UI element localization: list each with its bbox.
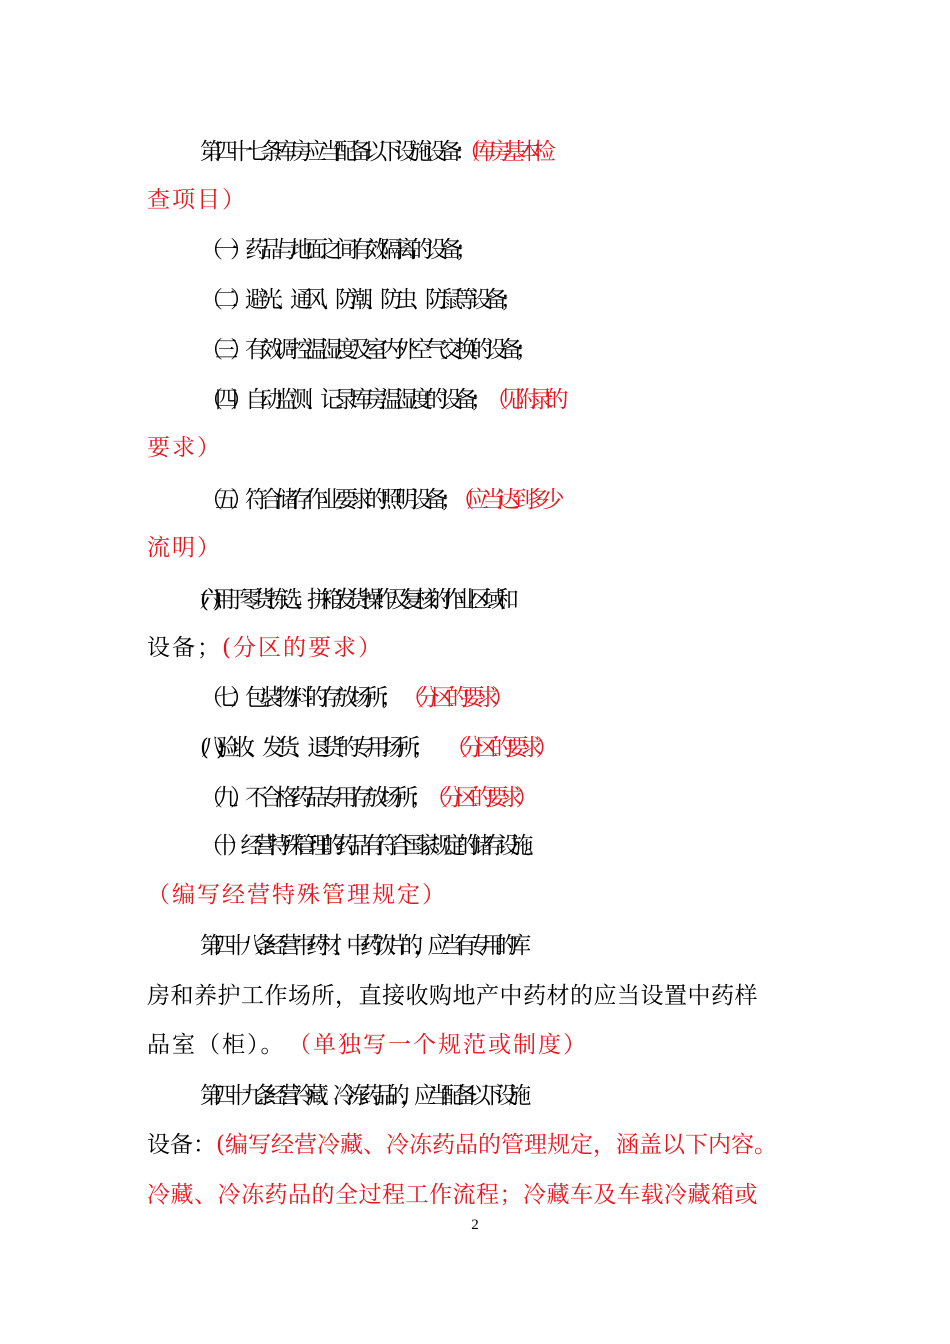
black-text: （七）包装物料的存放场所； xyxy=(200,685,395,711)
text-line xyxy=(200,137,860,167)
red-annotation: （应当达到多少 xyxy=(463,487,557,513)
text-line xyxy=(200,931,860,961)
black-text: 品室（柜）。 xyxy=(147,1032,286,1058)
text-line xyxy=(200,235,860,265)
text-line xyxy=(200,585,860,615)
text-line xyxy=(200,385,860,415)
text-line xyxy=(147,533,807,563)
text-line xyxy=(200,285,860,315)
black-text: 房和养护工作场所，直接收购地产中药材的应当设置中药样 xyxy=(147,983,758,1009)
black-text: (六)用于零货拣选、拼箱发货操作及复核的作业区域和 xyxy=(200,587,510,613)
red-annotation: 流明） xyxy=(147,535,222,561)
black-text: (八)验收、发货、退货的专用场所； xyxy=(200,735,427,761)
red-annotation: (编写经营冷藏、冷冻药品的管理规定，涵盖以下内容。 xyxy=(216,1132,777,1158)
black-text: （五）符合储存作业要求的照明设备； xyxy=(200,487,455,513)
red-annotation: 查项目） xyxy=(147,187,247,213)
text-line xyxy=(200,831,860,861)
text-line xyxy=(147,1030,807,1060)
text-line xyxy=(147,1180,807,1210)
red-annotation: （分区的要求） xyxy=(413,685,507,711)
text-line xyxy=(200,783,860,813)
black-text: （二）避光、通风、防潮、防虫、防鼠等设备； xyxy=(200,287,515,313)
text-line xyxy=(147,880,807,910)
red-annotation: 冷藏、冷冻药品的全过程工作流程；冷藏车及车载冷藏箱或 xyxy=(147,1182,758,1208)
red-annotation: （分区的要求） xyxy=(437,785,531,811)
text-line xyxy=(200,485,860,515)
text-line xyxy=(147,633,807,663)
page-number: 2 xyxy=(471,1217,479,1233)
text-line xyxy=(147,433,807,463)
black-text: 第四十八条 经营中药材、中药饮片的，应当有专用的库 xyxy=(200,933,522,959)
black-text: 第四十九条 经营冷藏、冷冻药品的，应当配备以下设施 xyxy=(200,1083,522,1109)
black-text: 第四十七条 库房应当配备以下设施设备： xyxy=(200,139,470,165)
text-line xyxy=(200,683,860,713)
black-text: 设备： xyxy=(147,1132,216,1158)
text-line xyxy=(200,733,860,763)
red-annotation: （库房基本检 xyxy=(469,139,548,165)
black-text: （九）不合格药品专用存放场所； xyxy=(200,785,425,811)
text-line xyxy=(200,1081,860,1111)
text-line xyxy=(147,981,807,1011)
text-line xyxy=(147,185,807,215)
black-text: （十）经营特殊管理的药品有符合国家规定的储存设施。 xyxy=(200,833,538,859)
black-text: （三）有效调控温湿度及室内外空气交换的设备； xyxy=(200,337,530,363)
red-annotation: （见附录的 xyxy=(497,387,561,413)
black-text: 设备； xyxy=(147,635,222,661)
text-line xyxy=(147,1130,807,1160)
text-line xyxy=(200,335,860,365)
red-annotation: （单独写一个规范或制度） xyxy=(299,1032,588,1058)
red-annotation: （分区的要求） xyxy=(456,735,551,761)
red-annotation: (分区的要求） xyxy=(222,635,383,661)
red-annotation: 要求） xyxy=(147,435,222,461)
red-annotation: （编写经营特殊管理规定） xyxy=(147,882,447,908)
black-text: （一）药品与地面之间有效隔离的设备； xyxy=(200,237,470,263)
black-text: （四）自动监测、记录库房温湿度的设备； xyxy=(200,387,485,413)
